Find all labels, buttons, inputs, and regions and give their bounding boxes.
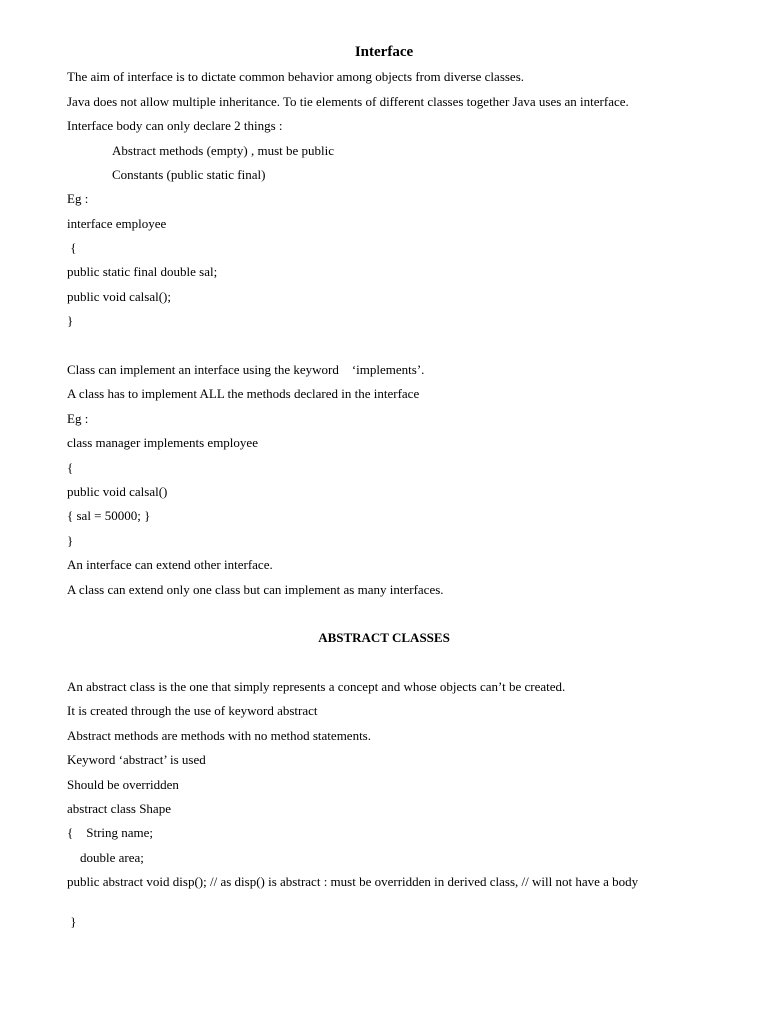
code-line: } xyxy=(67,313,74,328)
code-line: interface employee xyxy=(67,216,167,231)
code-line: abstract class Shape xyxy=(67,801,171,816)
text-line: Abstract methods (empty) , must be public xyxy=(112,143,335,158)
text-line: Keyword ‘abstract’ is used xyxy=(67,752,206,767)
interface-heading: Interface xyxy=(354,44,414,60)
code-line: public abstract void disp(); // as disp() is abstract : must be overridden in derived class, // will not have a body xyxy=(67,874,639,889)
text-line: Java does not allow multiple inheritance. To tie elements of different classes together Java uses an interface. xyxy=(67,94,629,109)
text-line: An abstract class is the one that simply represents a concept and whose objects can’t be created. xyxy=(67,679,566,694)
text-line: Class can implement an interface using the keyword ‘implements’. xyxy=(67,362,425,377)
text-line: A class has to implement ALL the methods declared in the interface xyxy=(67,386,420,401)
code-line: public static final double sal; xyxy=(67,264,218,279)
code-line: double area; xyxy=(67,850,144,865)
code-line: } xyxy=(67,533,74,548)
text-line: Abstract methods are methods with no method statements. xyxy=(67,728,371,743)
code-line: } xyxy=(67,914,77,929)
code-line: { xyxy=(67,240,77,255)
code-line: public void calsal() xyxy=(67,484,168,499)
code-line: { String name; xyxy=(67,825,154,840)
code-line: class manager implements employee xyxy=(67,435,258,450)
text-line: The aim of interface is to dictate common behavior among objects from diverse classes. xyxy=(67,69,525,84)
text-line: Constants (public static final) xyxy=(112,167,266,182)
text-line: Interface body can only declare 2 things : xyxy=(67,118,283,133)
text-line: Should be overridden xyxy=(67,777,179,792)
text-line: It is created through the use of keyword abstract xyxy=(67,703,318,718)
code-line: public void calsal(); xyxy=(67,289,171,304)
code-line: { sal = 50000; } xyxy=(67,508,151,523)
text-line: Eg : xyxy=(67,411,89,426)
code-line: { xyxy=(67,460,74,475)
text-line: Eg : xyxy=(67,191,89,206)
text-line: A class can extend only one class but can implement as many interfaces. xyxy=(67,582,444,597)
text-line: An interface can extend other interface. xyxy=(67,557,273,572)
abstract-classes-heading: ABSTRACT CLASSES xyxy=(318,630,450,645)
